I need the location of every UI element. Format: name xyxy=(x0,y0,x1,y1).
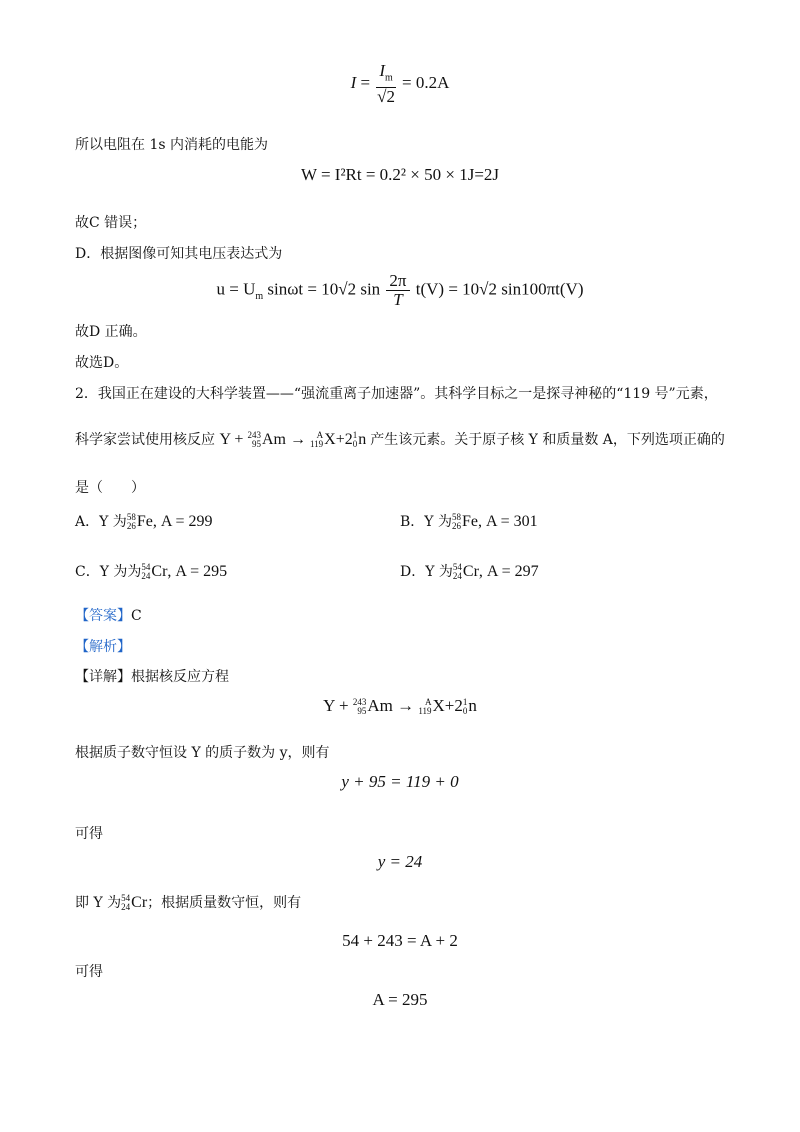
eq-voltage-part3: t(V) = 10√2 sin100πt(V) xyxy=(415,279,584,299)
obtain-text-1: 可得 xyxy=(75,826,103,842)
equation-energy: W = I²Rt = 0.2² × 50 × 1J=2J xyxy=(300,165,500,184)
x-atomic: 119 xyxy=(309,439,324,449)
eq-am-symbol: Am xyxy=(367,696,393,715)
energy-intro-text: 所以电阻在 1s 内消耗的电能为 xyxy=(75,137,268,153)
proton-conservation-text: 根据质子数守恒设 Y 的质子数为 y，则有 xyxy=(75,745,330,761)
option-d-rest: , A = 297 xyxy=(478,563,539,580)
eq-reaction-y: Y xyxy=(323,696,335,715)
y-is-cr-line xyxy=(75,893,301,913)
eq-current-fraction xyxy=(376,62,395,106)
y-is-post: ；根据质量数守恒，则有 xyxy=(147,895,302,911)
d-intro-text: D．根据图像可知其电压表达式为 xyxy=(75,246,283,262)
option-a[interactable] xyxy=(75,512,213,532)
nuclide-n xyxy=(353,430,367,450)
eq-n-mass: 1 xyxy=(462,697,468,707)
eq-current-num-sub: m xyxy=(385,72,393,84)
option-b-symbol: Fe xyxy=(461,513,478,530)
option-c-mass: 54 xyxy=(141,562,151,572)
option-d-label: D．Y 为 xyxy=(400,564,453,580)
n-atomic: 0 xyxy=(352,439,358,449)
reaction-arrow: → xyxy=(289,431,306,448)
equation-y-sum: y + 95 = 119 + 0 xyxy=(341,772,459,791)
eq-voltage-sub: m xyxy=(255,290,264,302)
choose-d-text: 故选D。 xyxy=(75,355,129,371)
q2-line2-post: 产生该元素。关于原子核 Y 和质量数 A，下列选项正确的 xyxy=(370,432,725,448)
eq-current-num: I xyxy=(379,61,386,80)
eq-nuclide-n xyxy=(463,694,477,718)
question-2-line-3: 是（ ） xyxy=(75,480,145,496)
option-b-nuclide xyxy=(452,512,478,532)
x-symbol: X xyxy=(324,431,336,448)
y-is-pre: 即 Y 为 xyxy=(75,895,122,911)
option-a-symbol: Fe xyxy=(136,513,153,530)
eq-voltage-frac-num: 2π xyxy=(386,272,409,291)
n-symbol: n xyxy=(358,431,367,448)
eq-am-atomic: 95 xyxy=(357,706,367,716)
y-is-nuclide xyxy=(121,893,147,913)
eq-current-lhs: I xyxy=(350,73,357,93)
question-2-line-2 xyxy=(75,430,725,450)
reaction-plus-2: +2 xyxy=(335,431,353,448)
eq-n-atomic: 0 xyxy=(462,706,468,716)
option-d-symbol: Cr xyxy=(462,563,479,580)
y-is-mass: 54 xyxy=(121,893,131,903)
option-c[interactable] xyxy=(75,562,227,582)
answer-line xyxy=(75,606,142,626)
eq-nuclide-am xyxy=(353,694,393,718)
y-is-atomic: 24 xyxy=(121,902,131,912)
eq-am-mass: 243 xyxy=(352,697,367,707)
option-b-atomic: 26 xyxy=(451,521,461,531)
nuclide-am xyxy=(247,430,286,450)
equation-mass: 54 + 243 = A + 2 xyxy=(342,931,458,950)
n-mass: 1 xyxy=(352,430,358,440)
option-c-symbol: Cr xyxy=(151,563,168,580)
x-mass: A xyxy=(316,430,324,440)
option-b[interactable] xyxy=(400,512,538,532)
eq-reaction-arrow: → xyxy=(397,696,415,715)
reaction-y: Y xyxy=(219,431,231,448)
answer-value: C xyxy=(131,608,142,624)
option-d-atomic: 24 xyxy=(452,571,462,581)
q2-line2-pre: 科学家尝试使用核反应 xyxy=(75,432,215,448)
eq-x-atomic: 119 xyxy=(418,706,432,716)
equation-voltage xyxy=(0,272,800,309)
eq-nuclide-x xyxy=(418,694,444,718)
option-c-nuclide xyxy=(141,562,167,582)
option-d-mass: 54 xyxy=(452,562,462,572)
option-b-rest: , A = 301 xyxy=(477,513,538,530)
option-c-atomic: 24 xyxy=(141,571,151,581)
option-a-mass: 58 xyxy=(126,512,136,522)
option-c-label: C．Y 为为 xyxy=(75,564,142,580)
option-b-mass: 58 xyxy=(451,512,461,522)
c-wrong-text: 故C 错误； xyxy=(75,215,147,231)
question-2-line-1: 2．我国正在建设的大科学装置——“强流重离子加速器”。其科学目标之一是探寻神秘的“119 号”元素， xyxy=(75,386,718,402)
eq-x-mass: A xyxy=(425,697,432,707)
option-a-label: A．Y 为 xyxy=(75,514,127,530)
eq-voltage-frac-den: T xyxy=(393,290,403,309)
eq-reaction-plus-2: +2 xyxy=(444,696,463,715)
option-a-nuclide xyxy=(127,512,153,532)
am-atomic: 95 xyxy=(251,439,261,449)
option-b-label: B．Y 为 xyxy=(400,514,452,530)
eq-current-rhs: = 0.2A xyxy=(402,73,450,93)
eq-voltage-part1: u = U xyxy=(216,279,256,299)
reaction-plus: + xyxy=(234,431,244,448)
y-is-symbol: Cr xyxy=(131,894,148,911)
equation-y-value: y = 24 xyxy=(377,852,423,871)
equation-a-value: A = 295 xyxy=(372,990,428,1009)
q2-reaction-equation xyxy=(219,431,370,448)
option-d[interactable] xyxy=(400,562,539,582)
eq-voltage-part2: sinωt = 10√2 sin xyxy=(267,279,381,299)
detail-line: 【详解】根据核反应方程 xyxy=(75,669,229,685)
eq-x-symbol: X xyxy=(432,696,445,715)
analysis-label: 【解析】 xyxy=(75,639,131,655)
eq-n-symbol: n xyxy=(468,696,477,715)
eq-voltage-fraction xyxy=(386,272,409,309)
eq-current-den: √2 xyxy=(377,87,395,107)
option-d-nuclide xyxy=(453,562,479,582)
d-correct-text: 故D 正确。 xyxy=(75,324,147,340)
nuclide-x xyxy=(310,430,336,450)
option-a-rest: , A = 299 xyxy=(152,513,213,530)
option-c-rest: , A = 295 xyxy=(167,563,228,580)
obtain-text-2: 可得 xyxy=(75,964,103,980)
eq-reaction-plus: + xyxy=(339,696,349,715)
am-mass: 243 xyxy=(247,430,261,440)
answer-label: 【答案】 xyxy=(75,608,131,624)
equation-current-rms: I = $\frac{I_m}{√2}$ = 0.2A xyxy=(350,61,450,107)
am-symbol: Am xyxy=(261,431,286,448)
equation-reaction xyxy=(0,694,800,718)
option-a-atomic: 26 xyxy=(126,521,136,531)
